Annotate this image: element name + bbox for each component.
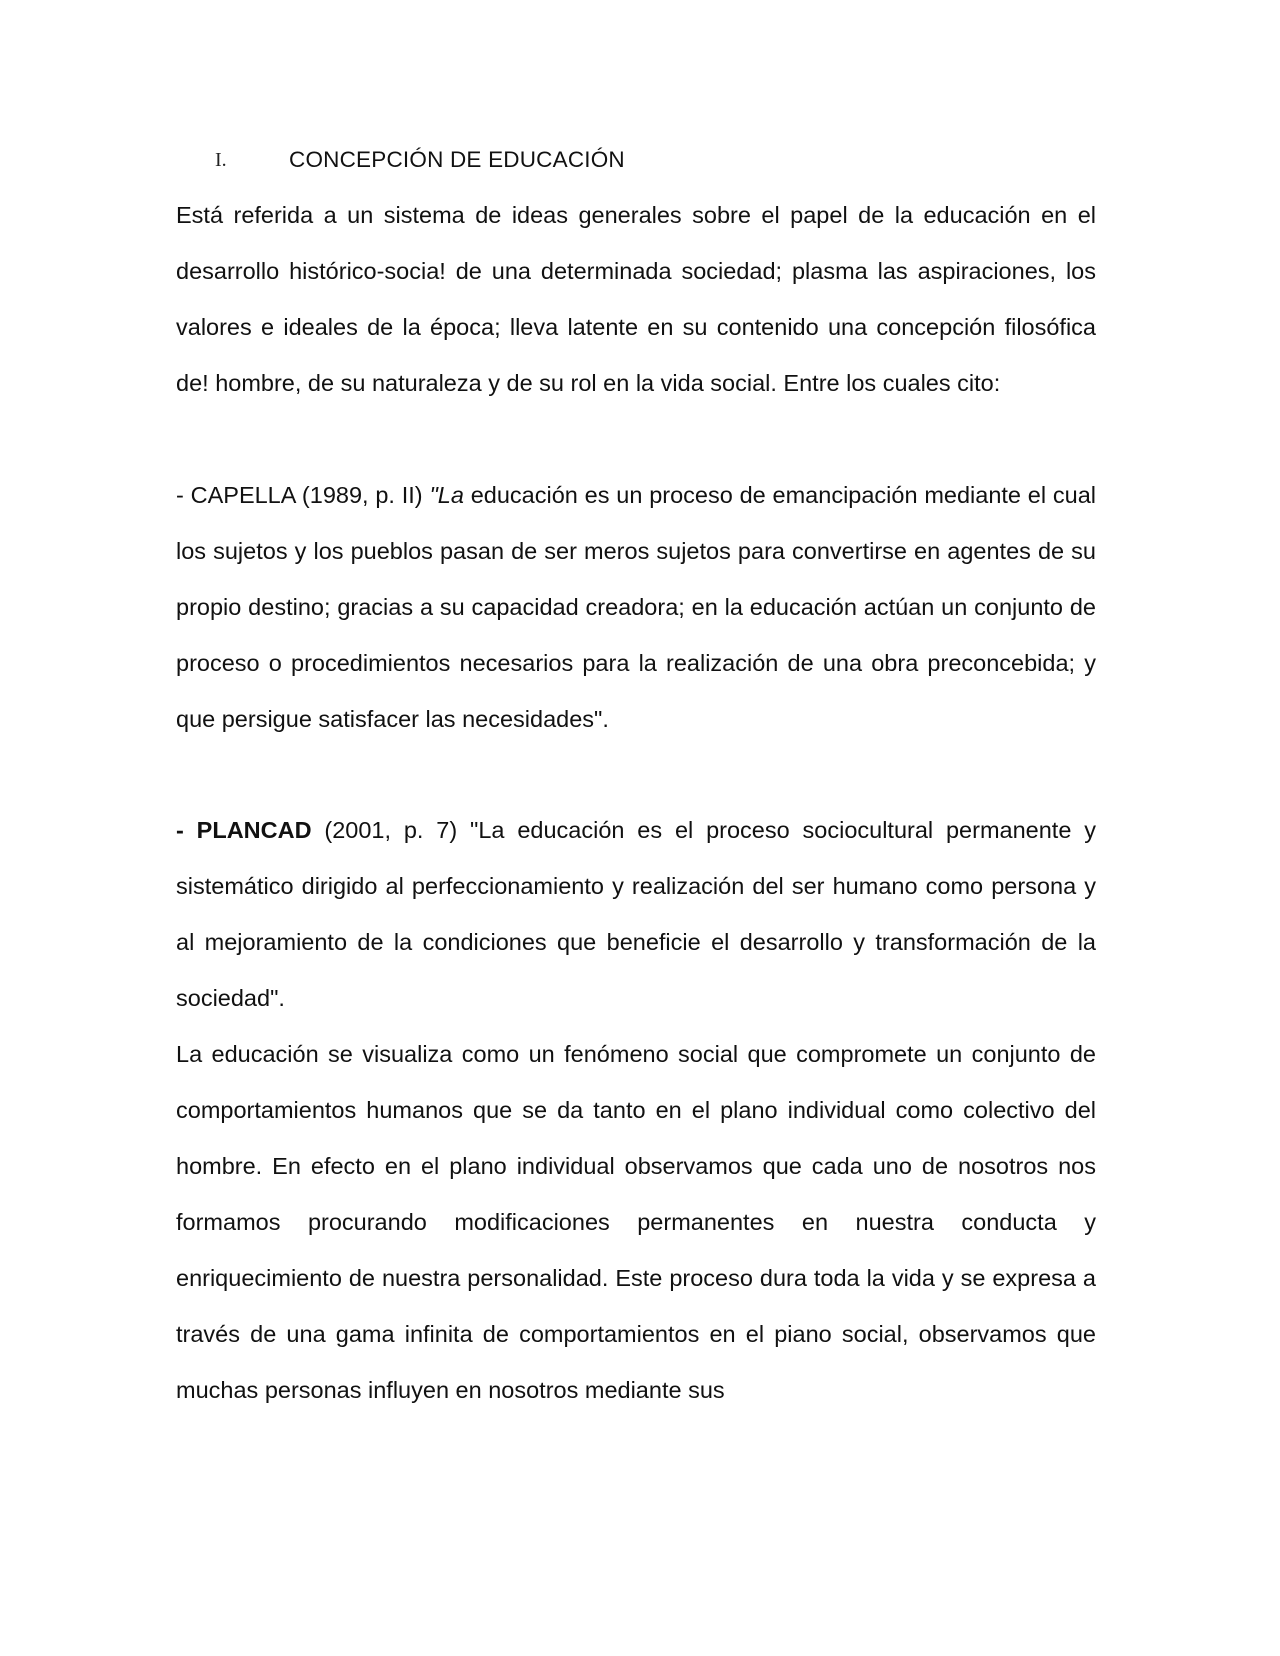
capella-quote-paragraph xyxy=(176,467,1096,747)
education-phenomenon-paragraph: La educación se visualiza como un fenómeno social que compromete un conjunto de comportamientos humanos que se da tanto en el plano individual como colectivo del hombre. En efecto en el plano individual observamos que cada uno de nosotros nos formamos procurando modificaciones permanentes en nuestra conducta y enriquecimiento de nuestra personalidad. Este proceso dura toda la vida y se expresa a través de una gama infinita de comportamientos en el piano social, observamos que muchas personas influyen en nosotros mediante sus xyxy=(176,1041,1096,1403)
capella-citation: - CAPELLA (1989, p. II) xyxy=(176,482,430,508)
capella-quote-text: educación es un proceso de emancipación mediante el cual los sujetos y los pueblos pasan de ser meros sujetos para convertirse en agentes de su propio destino; gracias a su capacidad creadora; en la educación actúan un conjunto de proceso o procedimientos necesarios para la realización de una obra preconcebida; y que persigue satisfacer las necesidades". xyxy=(176,482,1096,732)
plancad-quote-paragraph xyxy=(176,802,1096,1026)
section-title: CONCEPCIÓN DE EDUCACIÓN xyxy=(289,147,625,172)
section-number: I. xyxy=(215,148,227,171)
intro-paragraph: Está referida a un sistema de ideas generales sobre el papel de la educación en el desarrollo histórico-socia! de una determinada sociedad; plasma las aspiraciones, los valores e ideales de la época; lleva latente en su contenido una concepción filosófica de! hombre, de su naturaleza y de su rol en la vida social. Entre los cuales cito: xyxy=(176,202,1096,396)
capella-quote-open: "La xyxy=(429,482,464,508)
section-heading xyxy=(215,144,1095,176)
plancad-citation: - PLANCAD xyxy=(176,817,312,843)
plancad-quote-text: (2001, p. 7) "La educación es el proceso sociocultural permanente y sistemático dirigido al perfeccionamiento y realización del ser humano como persona y al mejoramiento de la condiciones que beneficie el desarrollo y transformación de la sociedad". xyxy=(176,817,1096,1011)
